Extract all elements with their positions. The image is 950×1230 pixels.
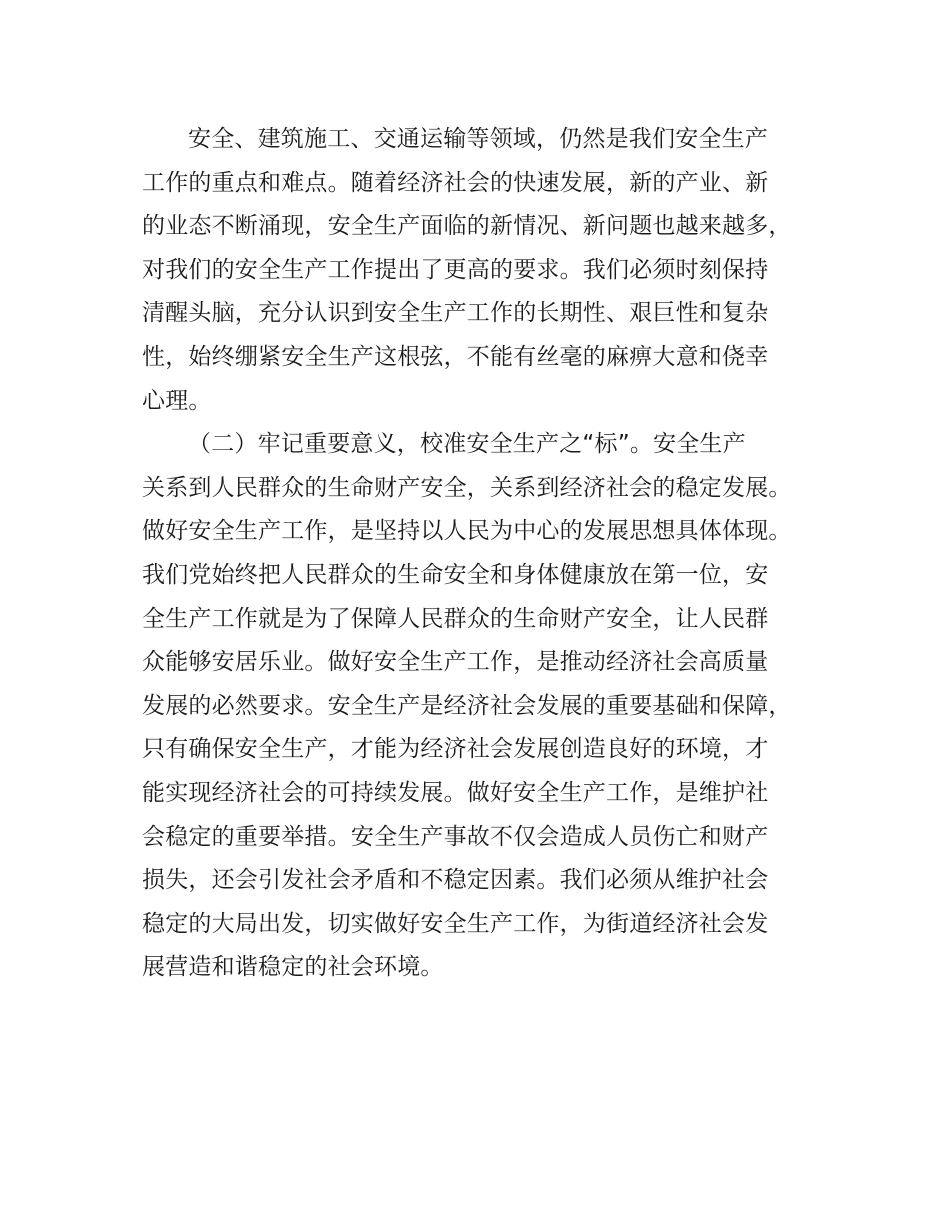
text-line: 清醒头脑，充分认识到安全生产工作的长期性、艰巨性和复杂 (142, 300, 769, 327)
text-line: 损失，还会引发社会矛盾和不稳定因素。我们必须从维护社会 (142, 867, 769, 894)
text-line: 稳定的大局出发，切实做好安全生产工作，为街道经济社会发 (142, 910, 769, 937)
text-line: （二）牢记重要意义，校准安全生产之“标”。安全生产 (188, 431, 746, 458)
text-line: 发展的必然要求。安全生产是经济社会发展的重要基础和保障， (142, 692, 792, 719)
text-line: 能实现经济社会的可持续发展。做好安全生产工作，是维护社 (142, 779, 769, 806)
text-line: 对我们的安全生产工作提出了更高的要求。我们必须时刻保持 (142, 256, 769, 283)
text-line: 我们党始终把人民群众的生命安全和身体健康放在第一位，安 (142, 561, 769, 588)
paragraph-2 (142, 423, 834, 990)
text-line: 展营造和谐稳定的社会环境。 (142, 954, 444, 981)
text-line: 性，始终绷紧安全生产这根弦，不能有丝毫的麻痹大意和侥幸 (142, 343, 769, 370)
text-line: 关系到人民群众的生命财产安全，关系到经济社会的稳定发展。 (142, 474, 792, 501)
document-body (142, 118, 834, 990)
text-line: 会稳定的重要举措。安全生产事故不仅会造成人员伤亡和财产 (142, 823, 769, 850)
paragraph-1 (142, 118, 834, 423)
text-line: 全生产工作就是为了保障人民群众的生命财产安全，让人民群 (142, 605, 769, 632)
text-line: 心理。 (142, 387, 212, 414)
text-line: 安全、建筑施工、交通运输等领域，仍然是我们安全生产 (188, 126, 768, 152)
text-line: 的业态不断涌现，安全生产面临的新情况、新问题也越来越多， (142, 213, 792, 240)
text-line: 工作的重点和难点。随着经济社会的快速发展，新的产业、新 (142, 169, 769, 196)
text-line: 做好安全生产工作，是坚持以人民为中心的发展思想具体体现。 (142, 518, 792, 545)
text-line: 只有确保安全生产，才能为经济社会发展创造良好的环境，才 (142, 736, 769, 763)
text-line: 众能够安居乐业。做好安全生产工作，是推动经济社会高质量 (142, 649, 769, 676)
